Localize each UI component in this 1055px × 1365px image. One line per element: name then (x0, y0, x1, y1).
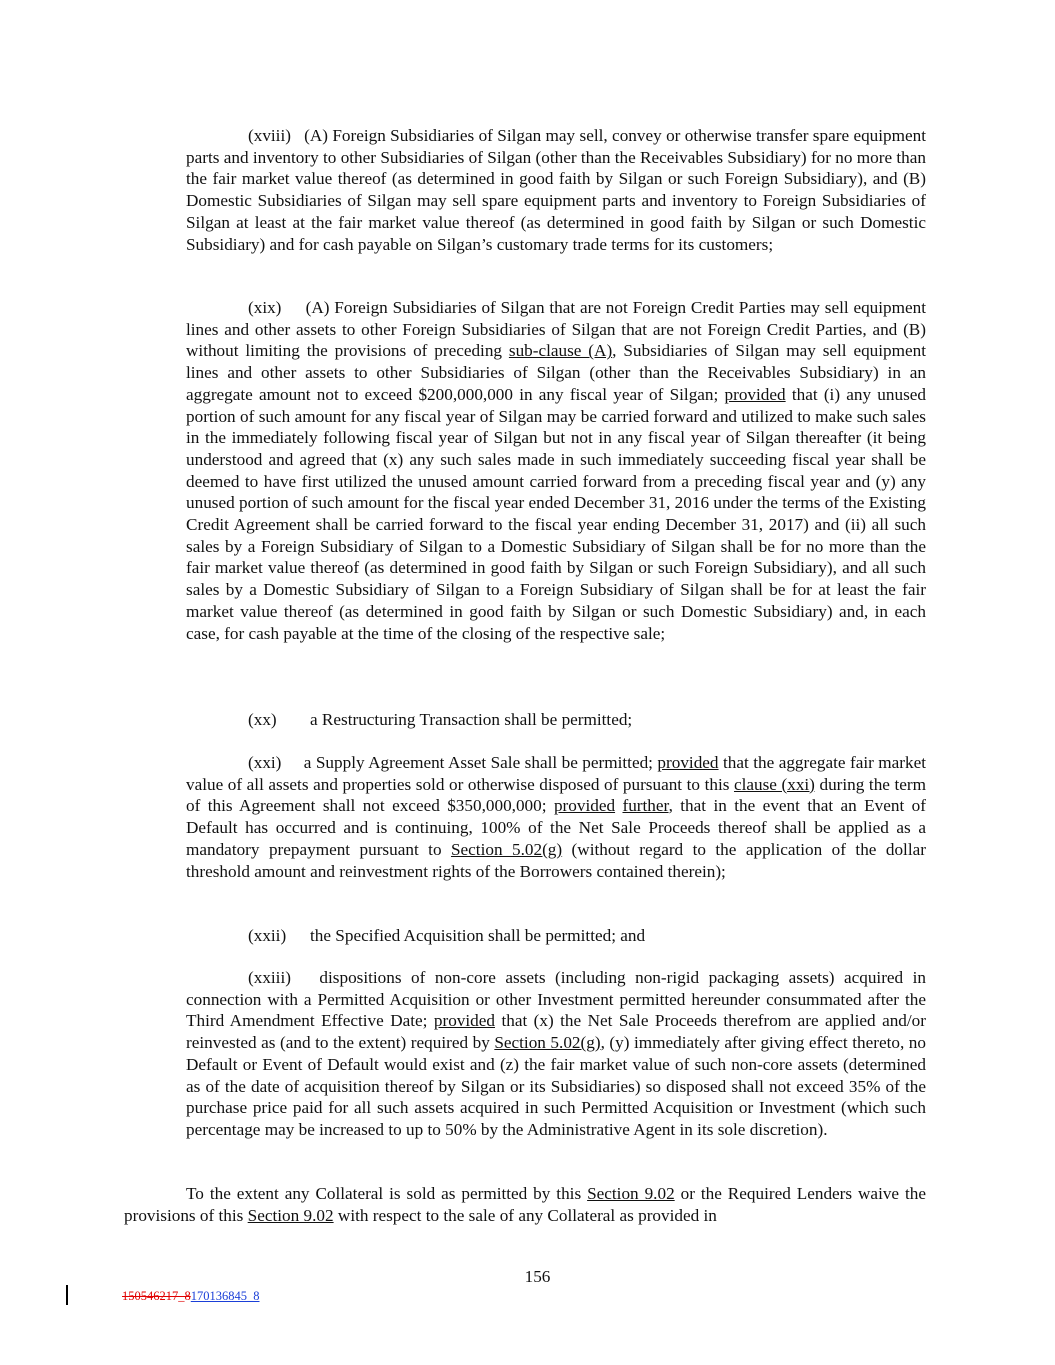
clause-text: , (y) immediately after giving effect thereto, no Default or Event of Default would exist and (z) the fair market value of such non-core assets (determined as of the date of acquisition thereof by Silgan or its Subsidiaries) so disposed shall not exceed 35% of the purchase price paid for all such assets acquired in such Permitted Acquisition or Investment (which such percentage may be increased to up to 50% by the Administrative Agent in its sole discretion). (186, 1033, 926, 1139)
cross-reference-link[interactable]: sub-clause (A) (508, 341, 613, 361)
cross-reference-link[interactable]: clause (xxi) (733, 774, 815, 794)
document-id-deleted: 150546217_8 (122, 1289, 191, 1303)
clause-text: (A) Foreign Subsidiaries of Silgan that are not Foreign Credit Parties may sell equipment lines and other assets to other Foreign Subsidiaries of Silgan that are not Foreign Credit Parties, and (B) without limiting the provisions of preceding (186, 298, 927, 361)
clause-xviii (186, 125, 926, 255)
clause-xix (186, 297, 926, 644)
clause-number: (xviii) (248, 126, 291, 145)
paragraph-text: or the Required Lenders waive the provisions of this (124, 1184, 926, 1225)
clause-text: during the term of this Agreement shall not exceed $350,000,000; (186, 774, 926, 816)
clause-text: (without regard to the application of the dollar threshold amount and reinvestment rights of the Borrowers contained therein); (186, 839, 926, 881)
closing-paragraph (124, 1183, 926, 1226)
document-id (122, 1289, 260, 1304)
cross-reference-link[interactable]: Section 5.02(g) (494, 1033, 601, 1053)
clause-text: , that in the event that an Event of Default has occurred and is continuing, 100% of the Net Sale Proceeds thereof shall be applied as a mandatory prepayment pursuant to (186, 796, 926, 859)
cross-reference-link[interactable]: Section 9.02 (247, 1205, 334, 1225)
clause-number: (xxi) (248, 753, 282, 772)
clause-xx (248, 709, 632, 731)
clause-xxi (186, 752, 926, 882)
clause-xxiii (186, 967, 926, 1141)
clause-text: that (i) any unused portion of such amount for any fiscal year of Silgan may be carried forward and utilized to make such sales in the immediately following fiscal year of Silgan but not in any fiscal year of Silgan thereafter (it being understood and agreed that (x) any such sales made in such immediately succeeding fiscal year shall be deemed to have first utilized the unused amount carried forward from a preceding fiscal year and (y) any unused portion of such amount for the fiscal year ended December 31, 2016 under the terms of the Existing Credit Agreement shall be carried forward to the fiscal year ending December 31, 2017) and (ii) all such sales by a Foreign Subsidiary of Silgan to a Domestic Subsidiary of Silgan shall be for no more than the fair market value thereof (as determined in good faith by Silgan or such Foreign Subsidiary), and all such sales by a Domestic Subsidiary of Silgan to a Foreign Subsidiary of Silgan shall be for at least the fair market value thereof (as determined in good faith by Silgan or such Domestic Subsidiary) and, in each case, for cash payable at the time of the closing of the respective sale; (186, 384, 926, 643)
clause-number: (xxii) (248, 926, 287, 945)
clause-number: (xix) (248, 298, 282, 317)
defined-term: provided (553, 796, 616, 816)
cross-reference-link[interactable]: Section 9.02 (587, 1184, 675, 1203)
page-number: 156 (524, 1267, 551, 1286)
clause-text: that (x) the Net Sale Proceeds therefrom are applied and/or reinvested as (and to the extent) required by (186, 1011, 926, 1053)
document-id-suffix: _8 (247, 1289, 260, 1303)
clause-number: (xxiii) (248, 968, 291, 987)
change-bar (66, 1285, 68, 1305)
defined-term: further (622, 796, 669, 816)
paragraph-text: To the extent any Collateral is sold as permitted by this (186, 1184, 588, 1203)
document-id-inserted: 170136845 (190, 1289, 247, 1303)
paragraph-text: with respect to the sale of any Collateral as provided in (333, 1205, 717, 1225)
clause-text: a Restructuring Transaction shall be permitted; (310, 710, 633, 729)
clause-text: that the aggregate fair market value of all assets and properties sold or otherwise disposed of pursuant to this (186, 753, 927, 794)
clause-number: (xx) (248, 710, 277, 729)
clause-text: a Supply Agreement Asset Sale shall be permitted; (303, 753, 658, 772)
clause-xxii (248, 925, 645, 947)
defined-term: provided (657, 753, 719, 772)
clause-text: the Specified Acquisition shall be permitted; and (310, 926, 646, 945)
clause-text: , Subsidiaries of Silgan may sell equipment lines and other assets to other Subsidiaries of Silgan (other than the Receivables Subsidiary) in an aggregate amount not to exceed $200,000,000 in any fiscal year of Silgan; (186, 341, 926, 404)
clause-text: dispositions of non-core assets (including non-rigid packaging assets) acquired in connection with a Permitted Acquisition or other Investment permitted hereunder consummated after the Third Amendment Effective Date; (186, 968, 927, 1031)
cross-reference-link[interactable]: Section 5.02(g) (450, 839, 563, 859)
defined-term: provided (433, 1011, 495, 1031)
clause-text: (A) Foreign Subsidiaries of Silgan may sell, convey or otherwise transfer spare equipment parts and inventory to other Subsidiaries of Silgan (other than the Receivables Subsidiary) for no more than the fair market value thereof (as determined in good faith by Silgan or such Foreign Subsidiary), and (B) Domestic Subsidiaries of Silgan may sell spare equipment parts and inventory to Foreign Subsidiaries of Silgan at least at the fair market value thereof (as determined in good faith by Silgan or such Domestic Subsidiary) and for cash payable on Silgan’s customary trade terms for its customers; (186, 126, 927, 254)
defined-term: provided (724, 384, 786, 404)
